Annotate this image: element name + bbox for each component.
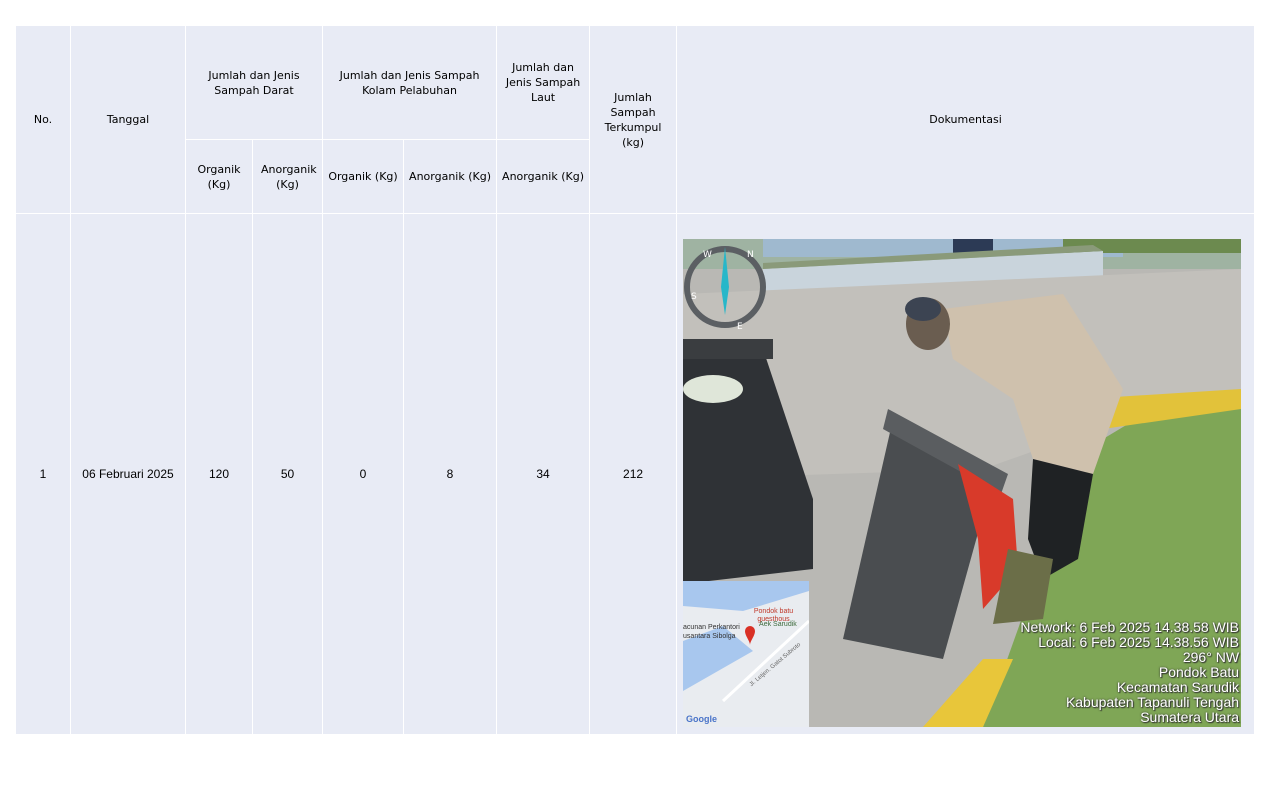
cell-laut-anorganik: 34 [497, 214, 590, 735]
compass-w: W [703, 250, 712, 260]
map-google-logo: Google [686, 714, 718, 724]
subheader-kolam-organik: Organik (Kg) [323, 140, 404, 214]
cell-tanggal: 06 Februari 2025 [71, 214, 186, 735]
header-dokumentasi: Dokumentasi [677, 26, 1255, 214]
cell-kolam-anorganik: 8 [404, 214, 497, 735]
map-label-guesthouse: Pondok batu guesthous [753, 608, 794, 623]
stamp-line-heading: 296° NW [1182, 649, 1240, 665]
map-label-road: Jl. Letjen. Gatot Subroto [748, 641, 803, 689]
compass-e: E [737, 322, 743, 332]
cell-dokumentasi [677, 214, 1255, 735]
stamp-line-network: Network: 6 Feb 2025 14.38.58 WIB [1020, 619, 1240, 635]
subheader-kolam-anorganik: Anorganik (Kg) [404, 140, 497, 214]
stamp-line-kabupaten: Kabupaten Tapanuli Tengah [1065, 694, 1240, 710]
cell-darat-anorganik: 50 [253, 214, 323, 735]
header-darat: Jumlah dan Jenis Sampah Darat [186, 26, 323, 140]
stamp-line-local: Local: 6 Feb 2025 14.38.56 WIB [1038, 634, 1240, 650]
map-pin-icon [745, 626, 755, 645]
header-tanggal: Tanggal [71, 26, 186, 214]
compass-n: N [747, 250, 754, 260]
header-no: No. [16, 26, 71, 214]
compass-s: S [691, 292, 697, 302]
header-laut: Jumlah dan Jenis Sampah Laut [497, 26, 590, 140]
stamp-line-kecamatan: Kecamatan Sarudik [1116, 679, 1240, 695]
location-map-thumbnail [683, 581, 809, 727]
cell-no: 1 [16, 214, 71, 735]
header-total: Jumlah Sampah Terkumpul (kg) [590, 26, 677, 214]
waste-report-table [15, 25, 1255, 735]
table-row [16, 214, 1255, 735]
cell-total: 212 [590, 214, 677, 735]
map-label-perkantoran: acunan Perkantori [683, 624, 740, 631]
cell-kolam-organik: 0 [323, 214, 404, 735]
cell-darat-organik: 120 [186, 214, 253, 735]
map-label-sibolga: usantara Sibolga [683, 633, 736, 640]
stamp-line-provinsi: Sumatera Utara [1140, 709, 1240, 725]
map-label-aek: Aek Sarudik [759, 621, 797, 628]
documentation-photo [683, 239, 1241, 727]
subheader-darat-organik: Organik (Kg) [186, 140, 253, 214]
photo-timestamp-stamp [1020, 620, 1239, 725]
subheader-laut-anorganik: Anorganik (Kg) [497, 140, 590, 214]
header-kolam: Jumlah dan Jenis Sampah Kolam Pelabuhan [323, 26, 497, 140]
stamp-line-place: Pondok Batu [1158, 664, 1240, 680]
subheader-darat-anorganik: Anorganik (Kg) [253, 140, 323, 214]
